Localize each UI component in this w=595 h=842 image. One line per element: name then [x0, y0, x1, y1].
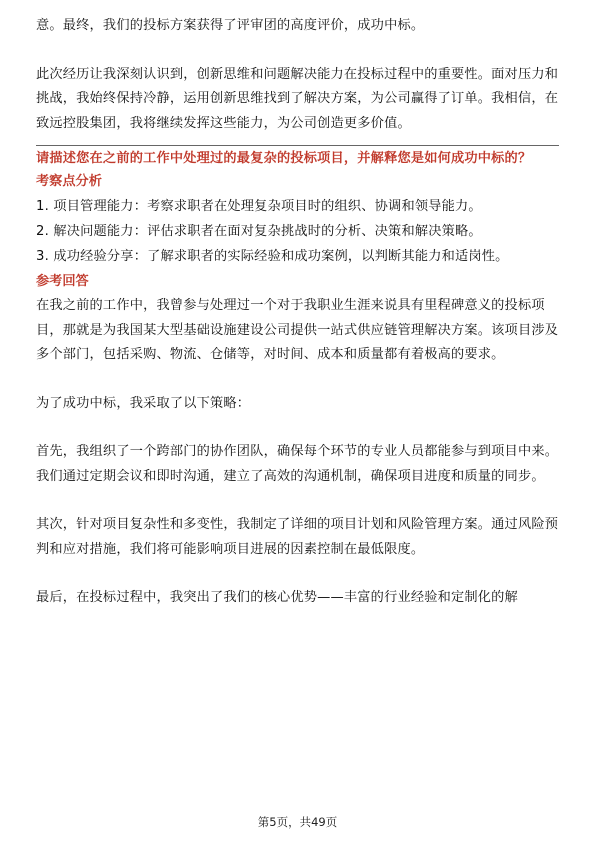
analysis-heading: 考察点分析: [36, 174, 102, 189]
answer-paragraph: 在我之前的工作中，我曾参与处理过一个对于我职业生涯来说具有里程碑意义的投标项目，那就是为我国某大型基础设施建设公司提供一站式供应链管理解决方案。该项目涉及多个部门，包括采购、物流、仓储等，对时间、成本和质量都有着极高的要求。: [36, 298, 559, 362]
spacer: [36, 368, 559, 392]
spacer: [36, 562, 559, 586]
spacer: [36, 489, 559, 513]
analysis-point: 2. 解决问题能力：评估求职者在面对复杂挑战时的分析、决策和解决策略。: [36, 224, 482, 239]
answer-paragraph: 最后，在投标过程中，我突出了我们的核心优势——丰富的行业经验和定制化的解: [36, 590, 518, 605]
answer-paragraph: 首先，我组织了一个跨部门的协作团队，确保每个环节的专业人员都能参与到项目中来。我们通过定期会议和即时沟通，建立了高效的沟通机制，确保项目进度和质量的同步。: [36, 444, 559, 484]
analysis-point: 3. 成功经验分享：了解求职者的实际经验和成功案例，以判断其能力和适岗性。: [36, 249, 509, 264]
document-page: [36, 14, 559, 611]
answer-paragraph: 为了成功中标，我采取了以下策略：: [36, 395, 251, 411]
spacer: [36, 39, 559, 63]
question-heading: 请描述您在之前的工作中处理过的最复杂的投标项目，并解释您是如何成功中标的？: [36, 151, 532, 166]
reflection-paragraph: 此次经历让我深刻认识到，创新思维和问题解决能力在投标过程中的重要性。面对压力和挑战，我始终保持冷静，运用创新思维找到了解决方案，为公司赢得了订单。我相信，在致远控股集团，我将继续发挥这些能力，为公司创造更多价值。: [36, 66, 559, 131]
page-number: 第5页，共49页: [257, 815, 338, 829]
intro-tail-paragraph: 意。最终，我们的投标方案获得了评审团的高度评价，成功中标。: [36, 18, 425, 33]
section-divider: [36, 145, 559, 146]
spacer: [36, 416, 559, 440]
analysis-points: [36, 194, 559, 269]
analysis-point: 1. 项目管理能力：考察求职者在处理复杂项目时的组织、协调和领导能力。: [36, 199, 482, 214]
answer-heading: 参考回答: [36, 274, 89, 289]
answer-paragraph: 其次，针对项目复杂性和多变性，我制定了详细的项目计划和风险管理方案。通过风险预判和应对措施，我们将可能影响项目进展的因素控制在最低限度。: [36, 517, 559, 557]
